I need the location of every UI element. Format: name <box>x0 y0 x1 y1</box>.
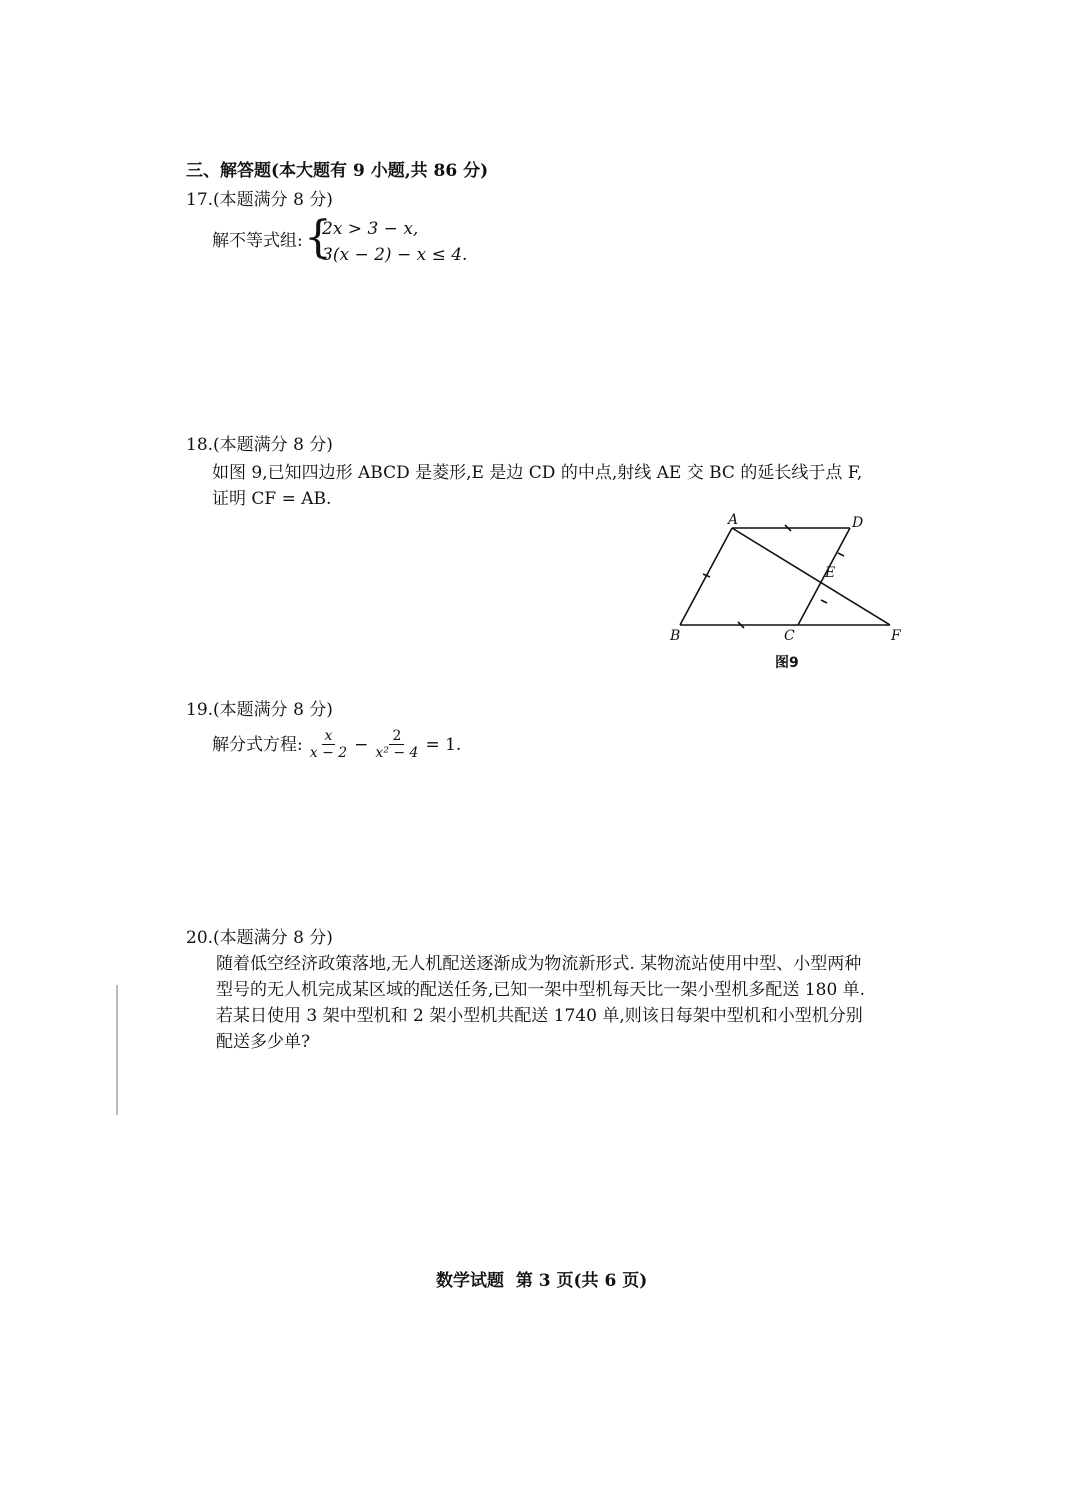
q17-inequality-1: 2x > 3 − x, <box>322 219 419 239</box>
q20-line-2: 型号的无人机完成某区域的配送任务,已知一架中型机每天比一架小型机多配送 180 单. <box>216 980 866 1000</box>
label-f: F <box>891 628 901 644</box>
label-a: A <box>728 512 739 528</box>
q19-number: 19. <box>186 700 214 720</box>
ray-af <box>732 528 890 625</box>
q20-header <box>186 925 333 951</box>
q18-number: 18. <box>186 435 214 455</box>
scan-edge-mark <box>116 985 118 1115</box>
page-footer: 数学试题 第 3 页(共 6 页) <box>436 1271 648 1291</box>
label-b: B <box>670 628 681 644</box>
q18-points: (本题满分 8 分) <box>213 435 333 455</box>
q19-frac1-denominator: x − 2 <box>309 745 348 761</box>
edge-dc <box>798 528 850 625</box>
q19-header <box>186 697 333 723</box>
q19-fraction-1 <box>307 728 350 761</box>
q18-text-line-1: 如图 9,已知四边形 ABCD 是菱形,E 是边 CD 的中点,射线 AE 交 BC 的延长线于点 F, <box>212 463 863 483</box>
q19-minus: − <box>354 734 369 755</box>
q19-frac1-numerator: x <box>322 728 336 745</box>
q19-points: (本题满分 8 分) <box>213 700 333 720</box>
q17-points: (本题满分 8 分) <box>213 190 333 210</box>
q17-number: 17. <box>186 190 214 210</box>
figure-9 <box>660 505 920 675</box>
tick-ed <box>838 553 844 556</box>
q20-number: 20. <box>186 928 214 948</box>
edge-ab <box>680 528 732 625</box>
q20-points: (本题满分 8 分) <box>213 928 333 948</box>
q20-line-1: 随着低空经济政策落地,无人机配送逐渐成为物流新形式. 某物流站使用中型、小型两种 <box>216 954 862 974</box>
section-heading: 三、解答题(本大题有 9 小题,共 86 分) <box>186 161 489 181</box>
q19-frac2-numerator: 2 <box>389 728 404 745</box>
q19-rhs: = 1. <box>425 734 462 755</box>
q19-fraction-2 <box>372 728 421 761</box>
q18-text-line-2: 证明 CF = AB. <box>212 489 332 509</box>
label-d: D <box>852 515 864 531</box>
q17-header <box>186 187 333 213</box>
q17-inequality-2: 3(x − 2) − x ≤ 4. <box>322 245 468 265</box>
tick-ce <box>821 600 827 603</box>
label-c: C <box>784 628 795 644</box>
label-e: E <box>825 565 836 581</box>
q17-brace: { <box>304 212 332 263</box>
q19-frac2-denominator: x² − 4 <box>375 745 419 761</box>
figure-caption: 图9 <box>775 655 799 671</box>
q20-line-3: 若某日使用 3 架中型机和 2 架小型机共配送 1740 单,则该日每架中型机和小型机分别 <box>216 1006 863 1026</box>
q17-prompt: 解不等式组: <box>212 231 303 251</box>
q19-prompt: 解分式方程: <box>212 734 303 755</box>
q20-line-4: 配送多少单? <box>216 1032 311 1052</box>
q18-header <box>186 432 333 458</box>
q19-equation <box>212 728 461 761</box>
